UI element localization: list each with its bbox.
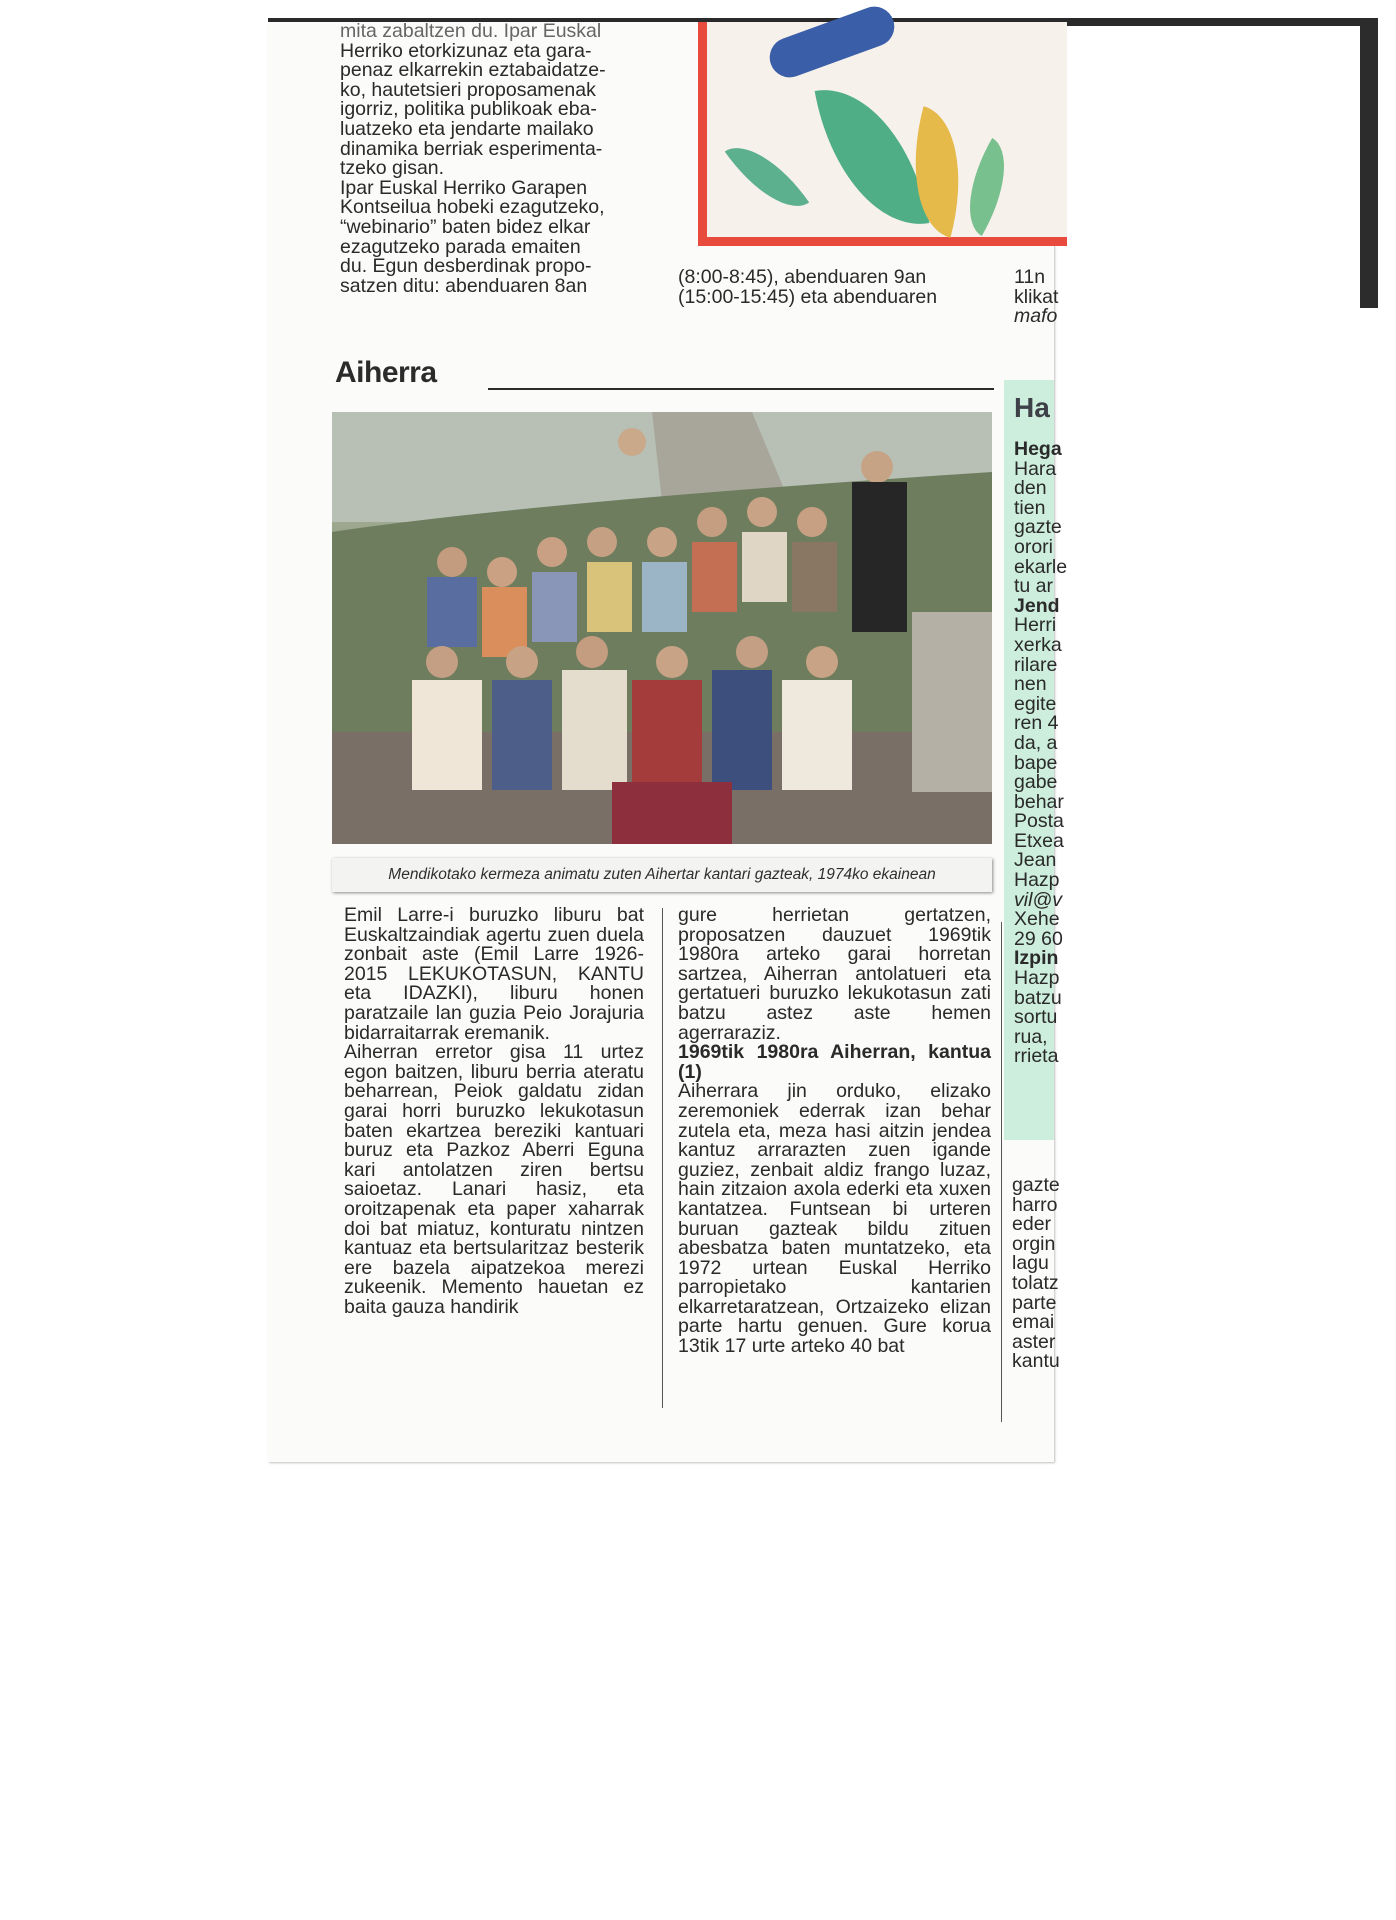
sidebar-line: Izpin	[1014, 947, 1059, 970]
text-line: kantu	[1012, 1350, 1060, 1373]
article-subheading: 1969tik 1980ra Aiherran, kantua (1)	[678, 1041, 991, 1083]
top-illustration	[698, 22, 1067, 246]
sidebar-title: Ha	[1014, 392, 1050, 423]
text-line: eder	[1012, 1213, 1052, 1236]
article-paragraph: Aiherrara jin orduko, elizako zeremoniek ederrak izan behar zutela eta, meza hasi aitzin jendea kantuz arrarazten zuen igande guziez, zenbait aldiz frango luzaz, hain zitzaion axola ederki eta xuxen kantatzea. Funtsean bi urteren buruan gazteak bildu zituen abesbatza baten muntatzeko, eta 1972 urtean Euskal Herriko parropietako kantarien elkarretaratzean, Ortzaizeko elizan parte hartu genuen. Gure korua 13tik 17 urte arteko 40 bat	[678, 1080, 991, 1358]
sidebar-line: Posta	[1014, 810, 1064, 833]
text-line: ezagutzeko parada emaiten	[340, 235, 581, 258]
sidebar-line: nen	[1014, 673, 1047, 696]
sidebar-line: rua,	[1014, 1025, 1048, 1048]
text-line: dinamika berriak esperimenta-	[340, 137, 603, 160]
sidebar-line: rrieta	[1014, 1045, 1059, 1068]
text-line: luatzeko eta jendarte mailako	[340, 117, 594, 140]
sidebar-line: Jend	[1014, 594, 1060, 617]
text-line: aster	[1012, 1330, 1056, 1353]
text-line: satzen ditu: abenduaren 8an	[340, 274, 588, 297]
text-line: igorriz, politika publikoak eba-	[340, 98, 597, 121]
sidebar-line: Herri	[1014, 614, 1057, 637]
sidebar-line: Xehe	[1014, 908, 1060, 931]
leaf-shape	[725, 129, 809, 226]
text-line: mafo	[1014, 305, 1058, 328]
sidebar-line: rilare	[1014, 653, 1058, 676]
sidebar-line: Hega	[1014, 438, 1062, 460]
column-divider	[662, 908, 663, 1408]
sidebar-line: vil@v	[1014, 888, 1062, 911]
text-line: Herriko etorkizunaz eta gara-	[340, 39, 592, 62]
text-line: (8:00-8:45), abenduaren 9an	[678, 266, 927, 288]
leaf-shape	[947, 138, 1027, 236]
title-rule	[488, 388, 994, 390]
sidebar-box	[1004, 380, 1068, 1140]
article-paragraph: gure herrietan gertatzen, proposatzen dauzuet 1969tik 1980ra arteko garai horretan sartzea, Aiherran antolatueri eta gertatueri buruzko lekukotasun zati batzu astez aste hemen agerraraziz.	[678, 904, 991, 1044]
bottom-right-column	[1012, 1174, 1060, 1373]
text-line: 11n	[1014, 266, 1046, 288]
article-right-column	[678, 906, 991, 1357]
text-line: lagu	[1012, 1252, 1049, 1275]
sidebar-line: batzu	[1014, 986, 1062, 1009]
sidebar-line: den	[1014, 477, 1047, 500]
article-paragraph: Emil Larre-i buruzko liburu bat Euskaltzaindiak agertu zuen duela zonbait aste (Emil Larre 1926-2015 LEKUKOTASUN, KANTU eta IDAZKI), liburu honen paratzaile lan guzia Peio Jorajuria bidarraitarrak eremanik.	[344, 904, 644, 1044]
sidebar-line: ren 4	[1014, 712, 1059, 735]
photo-caption: Mendikotako kermeza animatu zuten Aihertar kantari gazteak, 1974ko ekainean	[332, 858, 992, 892]
text-line: klikat	[1014, 285, 1059, 308]
newspaper-clipping	[268, 20, 1068, 1462]
text-line: mita zabaltzen du. Ipar Euskal	[340, 20, 602, 42]
scan-edge-right	[1360, 18, 1378, 308]
text-line: Ipar Euskal Herriko Garapen	[340, 176, 588, 199]
leaf-shape	[815, 75, 930, 238]
group-photo-illustration	[332, 412, 992, 844]
sidebar-line: gabe	[1014, 771, 1058, 794]
sidebar-line: gazte	[1014, 516, 1062, 539]
text-line: du. Egun desberdinak propo-	[340, 255, 592, 278]
sidebar-line: orori	[1014, 535, 1054, 558]
sidebar-line: behar	[1014, 790, 1064, 813]
text-line: penaz elkarrekin eztabaidatze-	[340, 59, 606, 82]
sidebar-line: Hazp	[1014, 869, 1060, 892]
text-line: “webinario” baten bidez elkar	[340, 215, 591, 238]
text-line: orgin	[1012, 1232, 1056, 1255]
sidebar-line: egite	[1014, 692, 1057, 715]
sidebar-line: tu ar	[1014, 575, 1054, 598]
text-line: (15:00-15:45) eta abenduaren	[678, 285, 938, 308]
text-line: Kontseilua hobeki ezagutzeko,	[340, 196, 605, 219]
sidebar-line: Etxea	[1014, 829, 1064, 852]
sidebar-line: bape	[1014, 751, 1058, 774]
sidebar-line: sortu	[1014, 1006, 1058, 1029]
text-line: parte	[1012, 1291, 1057, 1314]
text-line: ko, hautetsieri proposamenak	[340, 78, 596, 101]
article-left-column	[344, 906, 644, 1317]
text-line: tolatz	[1012, 1271, 1059, 1294]
sidebar-line: xerka	[1014, 633, 1062, 656]
text-line: tzeko gisan.	[340, 157, 445, 180]
sidebar-line: tien	[1014, 496, 1046, 519]
sidebar-line: ekarle	[1014, 555, 1068, 578]
section-title: Aiherra	[335, 356, 437, 389]
text-line: gazte	[1012, 1174, 1060, 1196]
sidebar-line: Jean	[1014, 849, 1057, 872]
group-photo	[332, 412, 992, 844]
figure-shape	[764, 1, 900, 83]
top-left-column	[340, 22, 655, 296]
sidebar-text	[1014, 440, 1067, 1067]
text-line: harro	[1012, 1193, 1058, 1216]
article-paragraph: Aiherran erretor gisa 11 urtez egon baitzen, liburu berria ateratu beharrean, Peiok galdatu zidan garai horri buruzko lekukotasun baten ekartzea bereziki kantuari buruz eta Pazkoz Aberri Eguna kari antolatzen ziren bertsu saioetaz. Lanari hasiz, eta oroitzapenak eta paper xaharrak doi bat miatuz, konturatu nintzen kantuaz eta bertsularitzaz besterik ere bazela aipatzekoa merezi zukeenik. Memento hauetan ez baita gauza handirik	[344, 1041, 644, 1318]
sidebar-line: Hara	[1014, 457, 1057, 480]
text-line: emai	[1012, 1311, 1055, 1334]
column-divider	[1001, 922, 1002, 1422]
sidebar-line: 29 60	[1014, 927, 1063, 950]
top-middle-column	[678, 268, 992, 307]
sidebar-line: Hazp	[1014, 967, 1060, 990]
sidebar-line: da, a	[1014, 731, 1058, 754]
top-right-column	[1014, 268, 1064, 327]
